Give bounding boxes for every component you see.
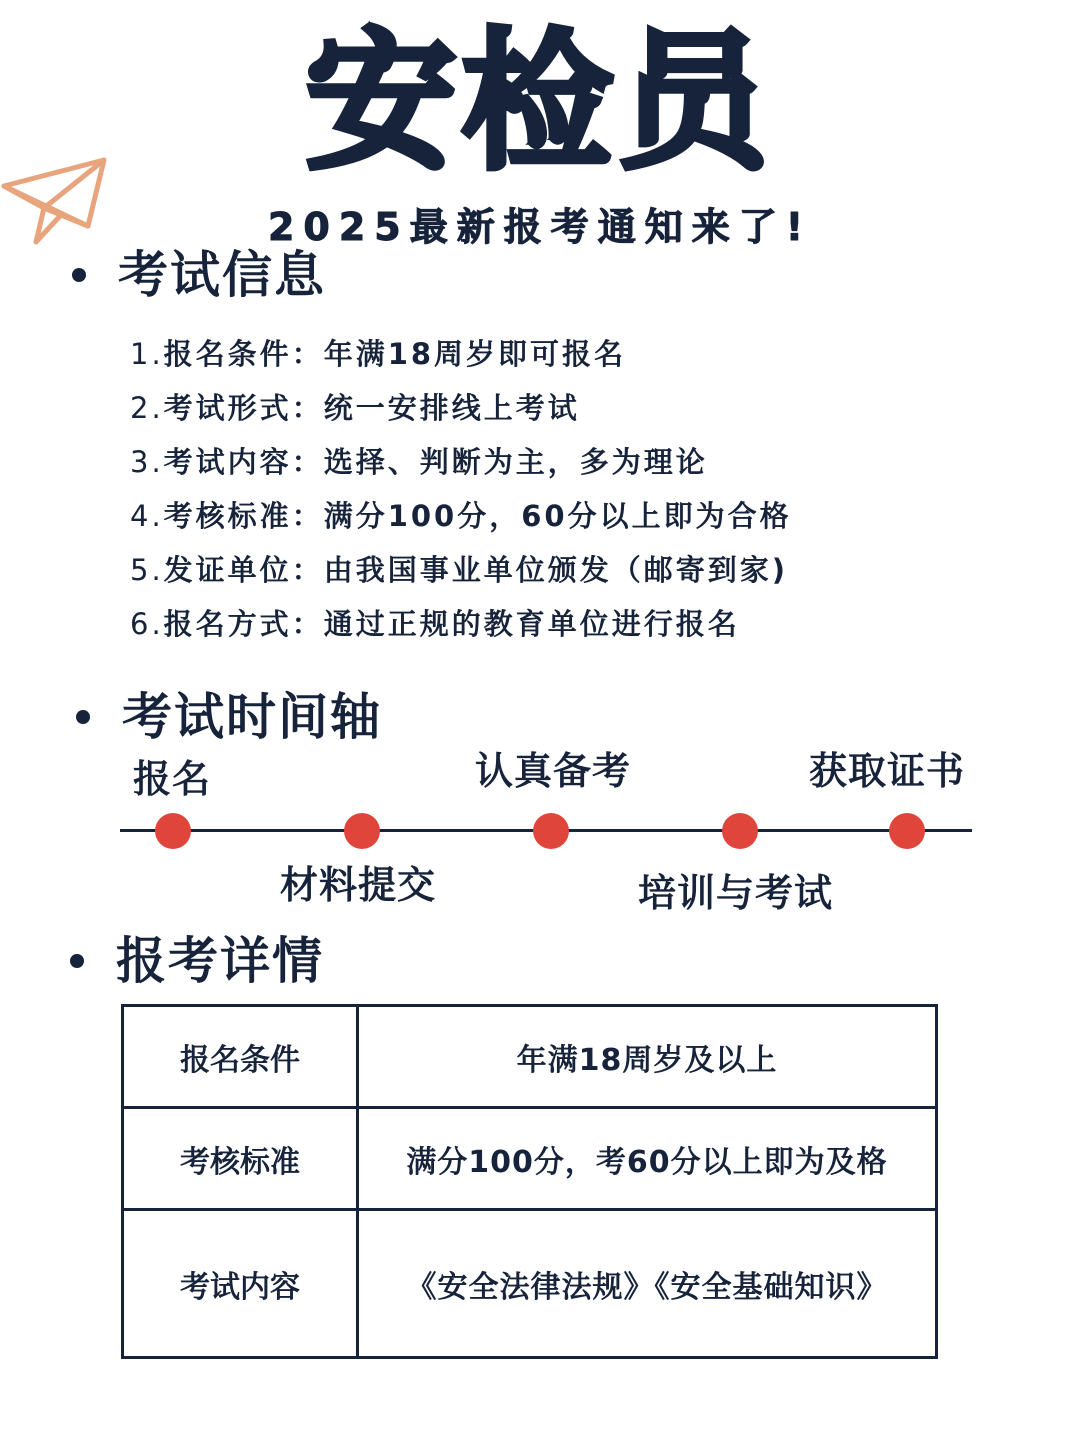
timeline-dot	[722, 813, 758, 849]
item-label: 报名方式：	[163, 607, 324, 641]
timeline-dot	[344, 813, 380, 849]
item-number: 6.	[130, 607, 164, 641]
section-details-heading	[70, 932, 324, 990]
item-value: 通过正规的教育单位进行报名	[323, 607, 740, 641]
table-key-cell: 考试内容	[123, 1210, 358, 1358]
item-number: 3.	[130, 445, 164, 479]
timeline-step-label: 材料提交	[280, 863, 437, 907]
table-value-cell: 《安全法律法规》《安全基础知识》	[358, 1210, 937, 1358]
table-row	[123, 1210, 937, 1358]
list-item	[130, 550, 792, 604]
timeline-dot	[533, 813, 569, 849]
section-title: 考试信息	[118, 246, 326, 304]
bullet-icon	[70, 954, 84, 968]
item-label: 报名条件：	[163, 337, 324, 371]
table-row	[123, 1108, 937, 1210]
section-exam-info-heading	[72, 246, 326, 304]
item-label: 考核标准：	[163, 499, 324, 533]
item-number: 5.	[130, 553, 164, 587]
item-label: 考试内容：	[163, 445, 324, 479]
item-value: 满分100分，60分以上即为合格	[323, 499, 792, 533]
item-value: 由我国事业单位颁发（邮寄到家)	[323, 553, 788, 587]
item-number: 2.	[130, 391, 164, 425]
table-value-cell: 满分100分，考60分以上即为及格	[358, 1108, 937, 1210]
list-item	[130, 442, 792, 496]
timeline-step-label: 报名	[133, 757, 212, 801]
timeline-step-label: 培训与考试	[638, 871, 834, 915]
timeline-dot	[155, 813, 191, 849]
table-key-cell: 报名条件	[123, 1006, 358, 1108]
page-title: 安检员	[305, 16, 774, 190]
list-item	[130, 388, 792, 442]
item-value: 统一安排线上考试	[323, 391, 580, 425]
section-title: 考试时间轴	[122, 688, 382, 746]
table-value-cell: 年满18周岁及以上	[358, 1006, 937, 1108]
bullet-icon	[76, 710, 90, 724]
section-timeline-heading	[76, 688, 382, 746]
item-value: 选择、判断为主，多为理论	[323, 445, 708, 479]
item-value: 年满18周岁即可报名	[323, 337, 627, 371]
item-label: 考试形式：	[163, 391, 324, 425]
table-row	[123, 1006, 937, 1108]
table-key-cell: 考核标准	[123, 1108, 358, 1210]
page-subtitle: 2025最新报考通知来了!	[267, 205, 813, 249]
timeline-step-label: 获取证书	[809, 749, 966, 793]
list-item	[130, 496, 792, 550]
item-number: 4.	[130, 499, 164, 533]
details-table	[121, 1004, 938, 1359]
exam-info-list	[130, 334, 792, 658]
list-item	[130, 604, 792, 658]
timeline-dot	[889, 813, 925, 849]
item-label: 发证单位：	[163, 553, 324, 587]
timeline-step-label: 认真备考	[475, 749, 632, 793]
section-title: 报考详情	[116, 932, 324, 990]
item-number: 1.	[130, 337, 164, 371]
bullet-icon	[72, 268, 86, 282]
list-item	[130, 334, 792, 388]
